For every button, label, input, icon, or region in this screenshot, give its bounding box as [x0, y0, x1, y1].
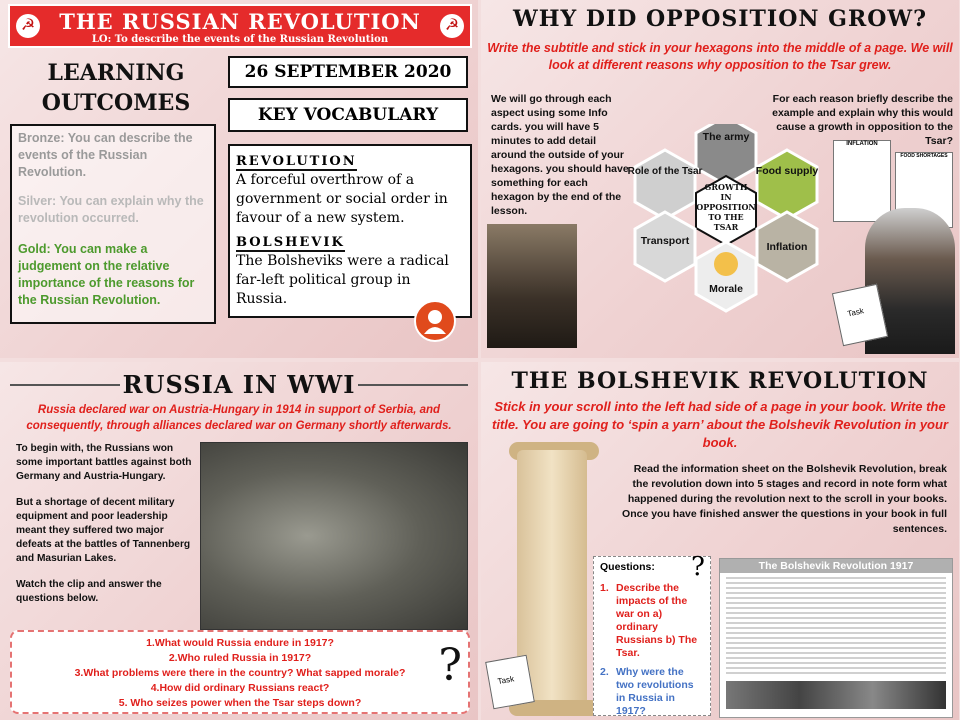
- question: 3.What problems were there in the country? What sapped morale?: [74, 667, 406, 679]
- title-banner: [8, 4, 472, 48]
- date-box: 26 SEPTEMBER 2020: [228, 56, 468, 88]
- wwi-text: [16, 442, 198, 606]
- information-sheet: [719, 558, 953, 718]
- vocab-term: REVOLUTION: [236, 154, 357, 169]
- question: 4.How did ordinary Russians react?: [150, 682, 330, 694]
- hex-label-role-of-tsar: Role of the Tsar: [627, 166, 703, 177]
- vocab-term: BOLSHEVIK: [236, 235, 345, 250]
- question: Describe the impacts of the war on a) ordinary Russians b) The Tsar.: [616, 582, 698, 659]
- hex-label-army: The army: [702, 131, 750, 143]
- task-label: Task: [496, 674, 515, 687]
- lenin-badge-icon: [414, 300, 456, 342]
- hex-center-label: IN: [720, 192, 732, 202]
- intro-text: Russia declared war on Austria-Hungary in 1914 in support of Serbia, and consequently, through alliances declared war on Germany shortly afterwards.: [26, 404, 452, 432]
- task-description: Read the information sheet on the Bolshevik Revolution, break the revolution down into 5 stages and record in note form what happened during the revolution next to the scroll in your books. Once you have finished answer the questions in your book in full sentences.: [622, 463, 947, 535]
- hammer-sickle-icon: ☭: [440, 14, 464, 38]
- sheet-text-lines: [726, 577, 946, 677]
- question-number: 2.: [600, 666, 609, 678]
- slide-title: RUSSIA IN WWI: [122, 370, 356, 399]
- hex-center-label: TO THE: [708, 212, 744, 222]
- question: 5. Who seizes power when the Tsar steps down?: [118, 697, 362, 709]
- key-vocabulary-heading: KEY VOCABULARY: [228, 98, 468, 132]
- vocab-definition: A forceful overthrow of a government or social order in favour of a new system.: [236, 172, 448, 226]
- slide-title: THE BOLSHEVIK REVOLUTION: [511, 368, 929, 394]
- info-card-title: INFLATION: [846, 141, 878, 147]
- task-note-icon: [485, 655, 535, 710]
- task-instruction-text: For each reason briefly describe the example and explain why this would cause a growth in opposition to the Tsar?: [772, 93, 953, 147]
- learning-outcomes-box: [10, 124, 216, 324]
- learning-outcomes-heading: [16, 58, 216, 118]
- question-mark-icon: ?: [691, 552, 705, 582]
- info-card-title: FOOD SHORTAGES: [900, 153, 948, 159]
- vocab-definition: The Bolsheviks were a radical far-left political group in Russia.: [236, 253, 449, 307]
- instruction-text: Write the subtitle and stick in your hexagons into the middle of a page. We will look at different reasons why opposition to the Tsar grew.: [487, 41, 953, 72]
- lesson-objective: LO: To describe the events of the Russian Revolution: [91, 34, 389, 45]
- paragraph: To begin with, the Russians won some important battles against both Germany and Austria-Hungary.: [16, 443, 192, 482]
- info-card: [833, 140, 891, 222]
- question-mark-icon: ?: [438, 640, 462, 691]
- hammer-sickle-icon: ☭: [16, 14, 40, 38]
- heading-line: LEARNING: [47, 60, 185, 86]
- hex-center-label: OPPOSITION: [696, 202, 756, 212]
- paragraph: Watch the clip and answer the questions below.: [16, 579, 162, 604]
- paragraph: But a shortage of decent military equipment and poor leadership meant they suffered two major defeats at the battles of Tannenberg and Masurian Lakes.: [16, 497, 191, 564]
- sheet-photos: [726, 681, 946, 709]
- tsar-portrait-image: [487, 224, 577, 348]
- bronze-outcome: Bronze: You can describe the events of the Russian Revolution.: [18, 131, 193, 179]
- silver-outcome: Silver: You can explain why the revolution occurred.: [18, 194, 204, 225]
- questions-label: Questions:: [600, 561, 655, 573]
- heading-line: OUTCOMES: [41, 90, 191, 116]
- barbed-wire-right: [358, 384, 468, 386]
- slide-opposition-grow: [481, 0, 959, 358]
- questions-box: [10, 630, 470, 714]
- hex-label-morale: Morale: [709, 283, 743, 295]
- question: Why were the two revolutions in Russia in 1917?: [616, 666, 694, 717]
- sheet-title: The Bolshevik Revolution 1917: [720, 559, 952, 573]
- question: 2.Who ruled Russia in 1917?: [168, 652, 312, 664]
- hex-center-label: GROWTH: [704, 182, 748, 192]
- info-cards-text: We will go through each aspect using some Info cards. you will have 5 minutes to add detail around the outside of your hexagons. you should have something for each hexagon by the end of the lesson.: [491, 93, 629, 217]
- hex-center-label: TSAR: [713, 222, 739, 232]
- task-label: Task: [846, 306, 865, 319]
- hex-label-transport: Transport: [640, 235, 690, 247]
- slide-russia-in-wwi: [0, 362, 478, 720]
- slide-title: WHY DID OPPOSITION GROW?: [513, 6, 927, 32]
- question: 1.What would Russia endure in 1917?: [146, 637, 334, 649]
- hex-label-food-supply: Food supply: [755, 165, 819, 177]
- sad-face-icon: [714, 252, 738, 276]
- instruction-text: Stick in your scroll into the left had side of a page in your book. Write the title. You are going to ‘spin a yarn’ about the Bolshevik Revolution in your book.: [491, 399, 948, 450]
- gold-outcome: Gold: You can make a judgement on the relative importance of the reasons for the Russian Revolution.: [18, 242, 195, 307]
- slide-title: THE RUSSIAN REVOLUTION: [59, 9, 421, 34]
- slide-russian-revolution: [0, 0, 478, 358]
- vocabulary-box: [228, 144, 472, 318]
- hex-label-inflation: Inflation: [766, 241, 808, 253]
- hexagon-diagram: [611, 124, 841, 324]
- crowd-photo: [200, 442, 468, 630]
- question-number: 1.: [600, 582, 609, 594]
- slide-bolshevik-revolution: [481, 362, 959, 720]
